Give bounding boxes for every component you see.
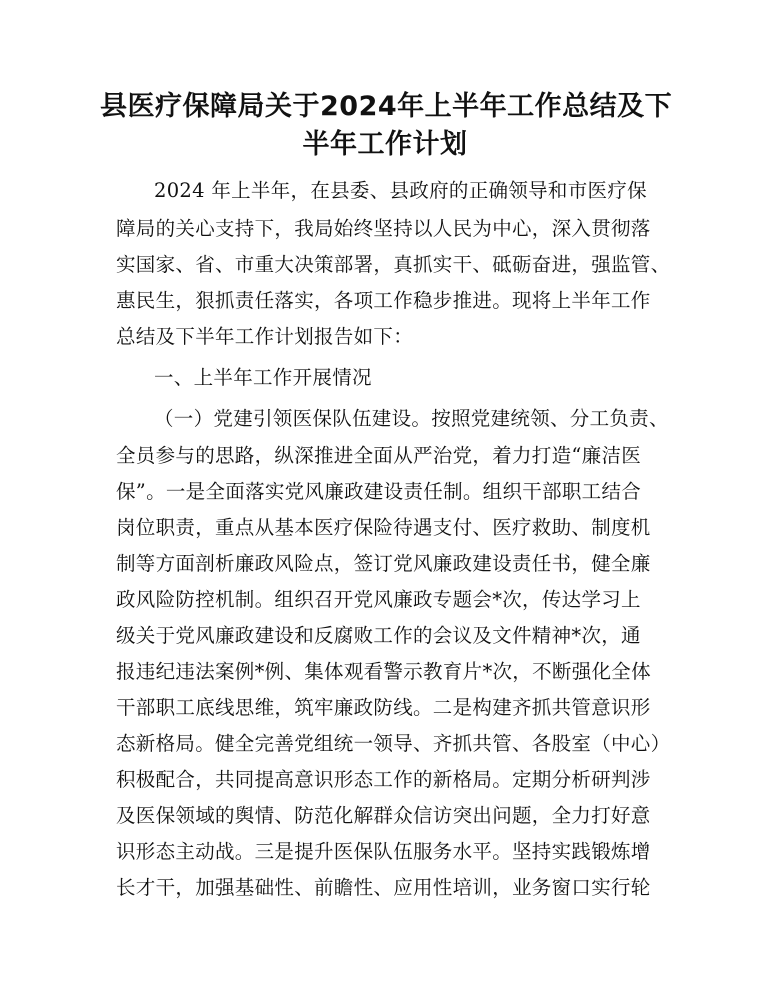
document-title-line-2: 半年工作计划 — [302, 129, 468, 160]
body-text-line: 制等方面剖析廉政风险点，签订党风廉政建设责任书，健全廉 — [116, 552, 651, 575]
body-text-line: 级关于党风廉政建设和反腐败工作的会议及文件精神*次，通 — [116, 624, 641, 647]
body-text-line: 全员参与的思路，纵深推进全面从严治党，着力打造“廉洁医 — [116, 444, 642, 467]
body-text-line: 干部职工底线思维，筑牢廉政防线。二是构建齐抓共管意识形 — [116, 696, 651, 719]
body-text-line: 实国家、省、市重大决策部署，真抓实干、砥砺奋进，强监管、 — [116, 253, 671, 276]
body-text-line: 态新格局。健全完善党组统一领导、齐抓共管、各股室（中心） — [116, 732, 671, 755]
body-text-line: 岗位职责，重点从基本医疗保险待遇支付、医疗救助、制度机 — [116, 516, 651, 539]
body-text-line: （一）党建引领医保队伍建设。按照党建统领、分工负责、 — [154, 407, 669, 430]
body-text-line: 报违纪违法案例*例、集体观看警示教育片*次，不断强化全体 — [116, 660, 651, 683]
body-text-line: 积极配合，共同提高意识形态工作的新格局。定期分析研判涉 — [116, 768, 651, 791]
body-text-line: 惠民生，狠抓责任落实，各项工作稳步推进。现将上半年工作 — [116, 289, 651, 312]
section-heading: 一、上半年工作开展情况 — [154, 366, 372, 389]
body-text-line: 保”。一是全面落实党风廉政建设责任制。组织干部职工结合 — [116, 480, 642, 503]
body-text-line: 总结及下半年工作计划报告如下： — [116, 325, 414, 348]
body-text-line: 障局的关心支持下，我局始终坚持以人民为中心，深入贯彻落 — [116, 217, 651, 240]
body-text-line: 识形态主动战。三是提升医保队伍服务水平。坚持实践锻炼增 — [116, 840, 651, 863]
body-text-line: 政风险防控机制。组织召开党风廉政专题会*次，传达学习上 — [116, 588, 641, 611]
body-text-line: 2024 年上半年，在县委、县政府的正确领导和市医疗保 — [154, 179, 647, 202]
body-text-line: 及医保领域的舆情、防范化解群众信访突出问题，全力打好意 — [116, 804, 651, 827]
document-title-line-1: 县医疗保障局关于2024年上半年工作总结及下 — [100, 91, 673, 122]
body-text-line: 长才干，加强基础性、前瞻性、应用性培训，业务窗口实行轮 — [116, 876, 651, 899]
